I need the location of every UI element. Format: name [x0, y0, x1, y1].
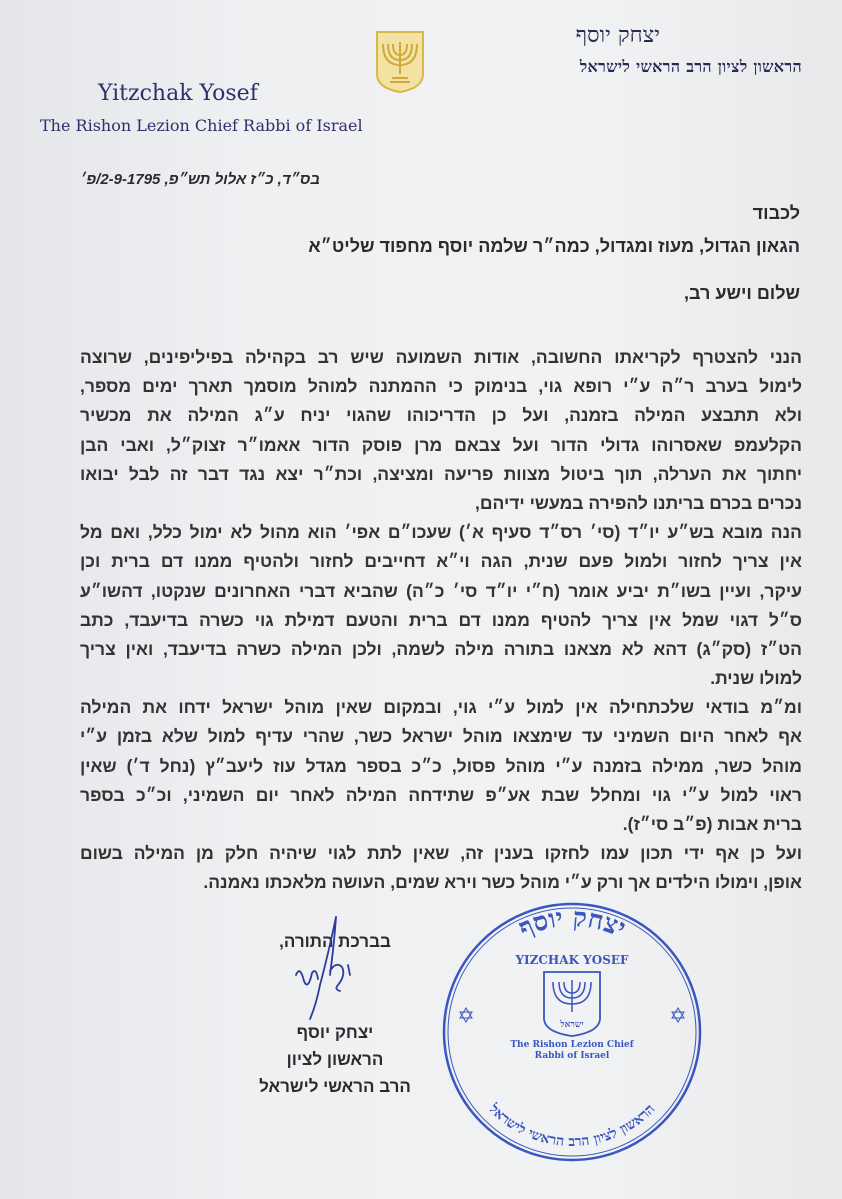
date-reference: בס״ד, כ״ז אלול תש״פ, 2-9-1795/פ׳	[80, 171, 320, 188]
greeting: שלום וישע רב,	[683, 283, 800, 303]
recipient-name: שלמה יוסף מחפוד שליט״א	[308, 236, 528, 256]
body-line: ועל כן אף ידי תכון עמו לחזקו בענין זה, שאין לתת לגוי שיהיה חלק מן המילה בשום	[80, 843, 802, 864]
body-line: ראוי למול ע״י גוי ומחלל שבת אע״פ שתידחה המילה לאחר יום השמיני, וכ״כ בספר	[80, 784, 802, 805]
salutation-to: לכבוד	[752, 203, 800, 223]
stamp-english-bottom-wrap	[502, 1040, 642, 1070]
body-line: נכרים בכרם בריתנו להפירה במעשי ידיהם,	[475, 492, 802, 513]
body-line: ס״ל דגוי שמל אין צריך להטיף ממנו דם ברית והטעם דמילת גוי כשרה בדיעבד, כתב	[80, 609, 802, 630]
body-line: אף לאחר היום השמיני עד שימצאו מוהל ישראל כשר, שהרי עדיף למול שלא בזמן ע״י	[80, 726, 802, 747]
letter-body	[80, 343, 802, 898]
stamp-emblem-label: ישראל	[560, 1020, 584, 1030]
body-line: מוהל כשר, ממילה בזמנה ע״י מוהל פסול, כ״כ בספר מגדל עוז ליעב״ץ (נחל ד׳) שאין	[80, 755, 802, 776]
letterhead-hebrew-title: הראשון לציון הרב הראשי לישראל	[579, 57, 802, 76]
body-line: יחתוך את הערלה, תוך ביטול מצוות פריעה ומציצה, וכת״ר יצא נגד דבר זה לבל יבואו	[80, 463, 802, 484]
body-line: הנני להצטרף לקריאתו החשובה, אודות השמועה שיש רב בקהילה בפיליפינים, שרוצה	[80, 347, 802, 367]
stamp-hebrew-bottom: הראשון לציון הרב הראשי לישראל	[485, 1101, 659, 1151]
body-line: הקלעמפ שאסרוהו גדולי הדור ועל צבאם מרן פוסק הדור אאמו״ר זצוק״ל, ואבי הבן	[80, 434, 802, 455]
body-line: ולא תתבצע המילה בזמנה, ועל כן הדריכוהו שהגוי יניח ע״ג המילה את מכשיר	[80, 405, 802, 426]
body-line: אופן, וימולו הילדים אך ורק ע״י מוהל כשר וירא שמים, העושה מלאכתו נאמנה.	[203, 872, 802, 893]
body-line: עיקר, ועיין בשו״ת יביע אומר (ח״י יו״ד סי׳ כ״ה) שהביא דברי האחרונים שנקטו, דהשו״ע	[80, 580, 802, 601]
handwritten-signature-icon	[290, 915, 370, 1025]
signer-title-1: הראשון לציון	[286, 1050, 384, 1069]
closing: בברכת התורה,	[279, 932, 391, 951]
signer-title-2: הרב הראשי לישראל	[259, 1077, 411, 1096]
body-line: ברית אבות (פ״ב סי״ז).	[622, 814, 802, 834]
signer-name: יצחק יוסף	[296, 1023, 374, 1042]
body-line: ומ״מ בודאי שלכתחילה אין למול ע״י גוי, ובמקום שאין מוהל ישראל ידחו את המילה	[80, 697, 802, 718]
letterhead-english-name: Yitzchak Yosef	[98, 81, 258, 106]
letterhead-hebrew-name: יצחק יוסף	[575, 23, 660, 48]
menorah-emblem-icon	[374, 30, 426, 94]
recipient-address	[308, 237, 800, 257]
stamp-english-top: YIZCHAK YOSEF	[515, 953, 629, 967]
body-line: לימול בערב ר״ה ע״י רופא גוי, בנימוק כי ההמתנה למוהל מוסמך תארך ימים מספר,	[80, 376, 802, 397]
stamp-hebrew-top: יצחק יוסף	[514, 902, 631, 944]
official-stamp	[440, 900, 704, 1164]
stamp-english-bottom: The Rishon Lezion Chief Rabbi of Israel	[510, 1040, 634, 1061]
body-line: הט״ז (סק״ג) דהא לא מצאנו בתורה מילה לשמה, ולכן המילה כשרה בדיעבד, ואין צריך	[80, 638, 802, 659]
body-line: למולו שנית.	[710, 668, 802, 689]
body-line: הנה מובא בש״ע יו״ד (סי׳ רס״ד סעיף א׳) שעכו״ם אפי׳ הוא מהול לא ימול כלל, ואם מל	[80, 522, 802, 543]
body-line: אין צריך לחזור ולמול פעם שנית, הגה וי״א דחייבים לחזור ולהטיף ממנו דם ברית וכן	[80, 551, 802, 572]
letterhead-english-title: The Rishon Lezion Chief Rabbi of Israel	[40, 116, 363, 135]
address-prefix: הגאון הגדול, מעוז ומגדול, כמה״ר	[532, 236, 800, 256]
